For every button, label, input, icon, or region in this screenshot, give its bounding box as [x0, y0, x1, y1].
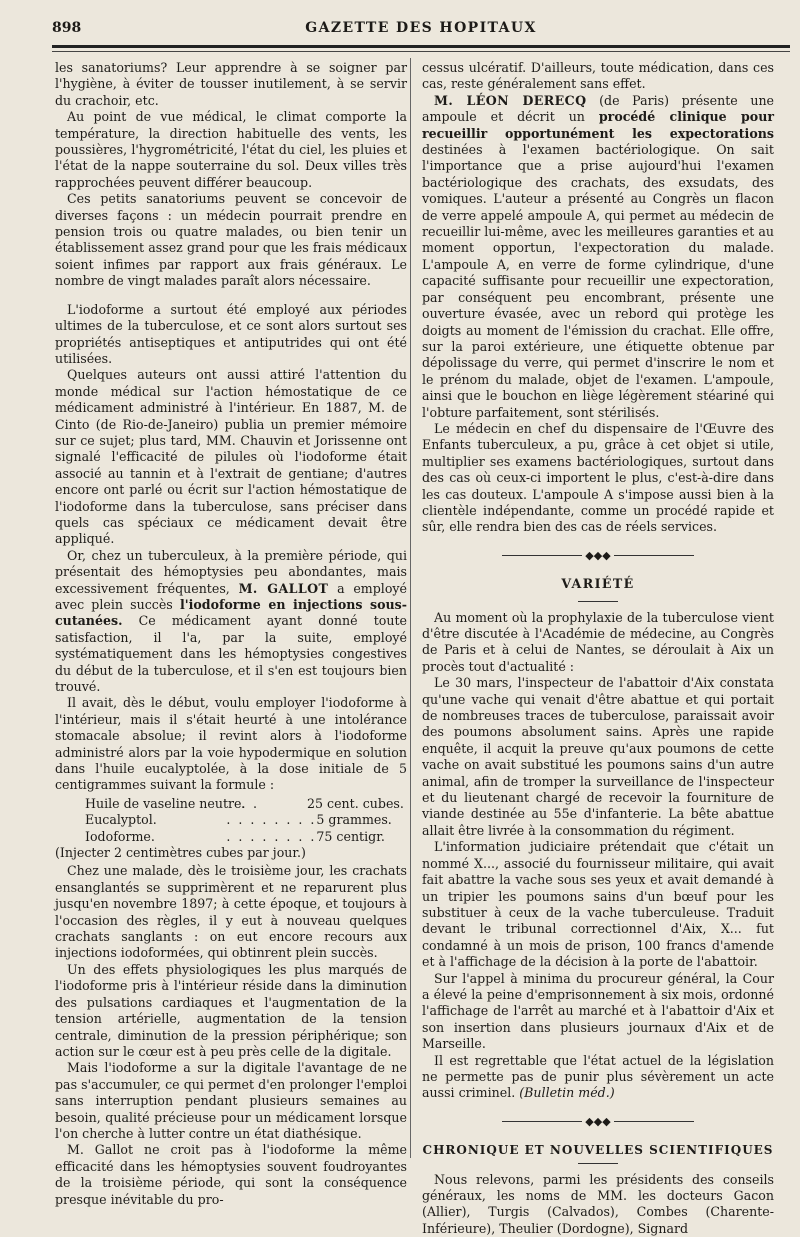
- paragraph: Chez une malade, dès le troisième jour, les crachats ensanglantés se supprimèrent et ne reparurent plus jusqu'en novembre 1897; à cette époque, et toujours à l'occasion des règles, il y eut à nouveau quelques crachats sanglants : on eut encore recours aux injections iodoformées, qui obtinrent plein succès.: [55, 863, 407, 961]
- ornament-divider: [422, 548, 774, 564]
- section-rule: [578, 601, 618, 602]
- divider-line: [502, 555, 582, 556]
- paragraph-gallot: [55, 548, 407, 696]
- formula-note: (Injecter 2 centimètres cubes par jour.): [55, 845, 306, 861]
- text-run: (de Paris) présente une ampoule et décrit un: [422, 92, 775, 125]
- paragraph: [422, 1053, 774, 1102]
- formula-quantity: 75 centigr.: [316, 828, 385, 844]
- author-name: M. GALLOT: [238, 580, 329, 596]
- text-run: destinées à l'examen bactériologique. On sait l'importance que a prise aujourd'hui l'examen bactériologique des crachats, des exsudats, des vomiques. L'auteur a présenté au Congrès un flacon de verre appelé ampoule A, qui permet au médecin de recueillir lui-même, avec les meilleures garanties et au moment opportun, l'expectoration du malade. L'ampoule A, en verre de forme cylindrique, d'une capacité suffisante pour recueillir une expectoration, par conséquent peu encombrant, présente une ouverture évasée, avec un rebord qui protège les doigts au moment de l'émission du crachat. Elle offre, sur la paroi extérieure, une étiquette obtenue par dépolissage du verre, qui permet d'inscrire le nom et le prénom du malade, objet de l'examen. L'ampoule, ainsi que le bouchon en liège légèrement stéariné qui l'obture parfaitement, sont stérilisés.: [422, 142, 774, 420]
- paragraph: Sur l'appel à minima du procureur général, la Cour a élevé la peine d'emprisonnement à six mois, ordonné l'affichage de l'arrêt au marché et à l'abattoir d'Aix et son insertion dans plusieurs journaux d'Aix et de Marseille.: [422, 970, 774, 1052]
- formula-block: [55, 796, 407, 862]
- paragraph: Mais l'iodoforme a sur la digitale l'avantage de ne pas s'accumuler, ce qui permet d'en prolonger l'emploi sans interruption pendant plusieurs semaines au besoin, qualité précieuse pour un médicament lorsque l'on cherche à lutter contre un état diathésique.: [55, 1060, 407, 1141]
- formula-quantity: 25 cent. cubes.: [307, 795, 404, 811]
- divider-line: [614, 1121, 694, 1122]
- paragraph: Il avait, dès le début, voulu employer l'iodoforme à l'intérieur, mais il s'était heurté à une intolérance stomacale absolue; il revint alors à l'iodoforme administré alors par la voie hypodermique en solution dans l'huile eucalyptolée, à la dose initiale de 5 centigrammes suivant la formule :: [55, 695, 407, 793]
- formula-leader: . . . . . . . .: [226, 828, 317, 844]
- formula-quantity: 5 grammes.: [316, 812, 392, 828]
- section-title: VARIÉTÉ: [561, 576, 635, 592]
- journal-title: GAZETTE DES HOPITAUX: [305, 20, 537, 36]
- paragraph: L'information judiciaire prétendait que c'était un nommé X..., associé du fournisseur militaire, qui avait fait abattre la vache sous ses yeux et avait demandé à un tripier les poumons sains d'un bœuf pour les substituer à ceux de la vache tuberculeuse. Traduit devant le tribunal correctionnel d'Aix, X... fut condamné à un mois de prison, 100 francs d'amende et à l'affichage de la décision à la porte de l'abattoir.: [422, 839, 774, 970]
- formula-ingredient: Huile de vaseline neutre.: [85, 795, 246, 811]
- source-citation: (Bulletin méd.): [519, 1085, 615, 1101]
- paragraph-derecq: [422, 93, 774, 421]
- ornament-divider: [422, 1114, 774, 1130]
- section-rule: [578, 1163, 618, 1164]
- paragraph: Ces petits sanatoriums peuvent se concevoir de diverses façons : un médecin pourrait prendre en pension trois ou quatre malades, ou bien tenir un établissement assez grand pour que les frais médicaux soient infimes par rapport aux frais généraux. Le nombre de vingt malades paraît alors nécessaire.: [55, 191, 407, 289]
- author-name: M. LÉON DERECQ: [434, 92, 587, 108]
- paragraph: cessus ulcératif. D'ailleurs, toute médication, dans ces cas, reste généralement sans effet.: [422, 60, 774, 92]
- formula-row: [55, 796, 407, 812]
- header-rule: [52, 45, 790, 48]
- formula-ingredient: Eucalyptol.: [85, 812, 157, 828]
- emphasis-text: l'iodoforme en injections sous-cutanées.: [55, 597, 407, 629]
- section-title: CHRONIQUE ET NOUVELLES SCIENTIFIQUES: [422, 1143, 774, 1158]
- formula-row: [55, 812, 407, 828]
- paragraph: Nous relevons, parmi les présidents des conseils généraux, les noms de MM. les docteurs Gacon (Allier), Turgis (Calvados), Combes (Charente-Inférieure), Theulier (Dordogne), Signard: [422, 1171, 774, 1236]
- paragraph: Un des effets physiologiques les plus marqués de l'iodoforme pris à l'intérieur réside dans la diminution des pulsations cardiaques et l'augmentation de la tension artérielle, augmentation de la tension centrale, diminution de la pression périphérique; son action sur le cœur est à peu près celle de la digitale.: [55, 961, 407, 1059]
- text-run: Il est regrettable que l'état actuel de la législation ne permette pas de punir plus sévèrement un acte aussi criminel.: [422, 1052, 774, 1101]
- emphasis-text: procédé clinique pour recueillir opportunément les expectorations: [422, 109, 775, 141]
- header-rule-thin: [52, 51, 790, 52]
- formula-leader: . . . . . . . .: [226, 812, 317, 828]
- ornament-glyph: ◆◆◆: [585, 548, 611, 562]
- text-run: Or, chez un tuberculeux, à la première période, qui présentait des hémoptysies peu abondantes, mais excessivement fréquentes,: [55, 547, 407, 596]
- paragraph: Au moment où la prophylaxie de la tuberculose vient d'être discutée à l'Académie de médecine, au Congrès de Paris et à celui de Nantes, se déroulait à Aix un procès tout d'actualité :: [422, 609, 774, 674]
- page-number: 898: [52, 20, 82, 36]
- text-run: Ce médicament ayant donné toute satisfaction, il l'a, par la suite, employé systématiquement dans les hémoptysies congestives du début de la tuberculose, et il s'en est toujours bien trouvé.: [55, 613, 407, 695]
- paragraph: Le 30 mars, l'inspecteur de l'abattoir d'Aix constata qu'une vache qui venait d'être abattue et qui portait de nombreuses traces de tuberculose, paraissait avoir des poumons absolument sains. Après une rapide enquête, il acquit la preuve qu'aux poumons de cette vache on avait substitué les poumons sains d'un autre animal, afin de tromper la surveillance de l'inspecteur et du lieutenant chargé de recevoir la fourniture de viande destinée au 55e d'infanterie. La bête abattue allait être livrée à la consommation du régiment.: [422, 675, 774, 838]
- paragraph: L'iodoforme a surtout été employé aux périodes ultimes de la tuberculose, et ce sont alors surtout ses propriétés antiseptiques et antiputrides qui ont été utilisées.: [55, 301, 407, 366]
- left-column: [55, 60, 407, 1208]
- paragraph: Quelques auteurs ont aussi attiré l'attention du monde médical sur l'action hémostatique de ce médicament administré à l'intérieur. En 1887, M. de Cinto (de Rio-de-Janeiro) publia un premier mémoire sur ce sujet; plus tard, MM. Chauvin et Jorissenne ont signalé l'efficacité de pilules où l'iodoforme était associé au tannin et à l'extrait de gentiane; d'autres encore ont parlé ou écrit sur l'action hémostatique de l'iodoforme dans la tuberculose, sans préciser dans quels cas spéciaux ce médicament devait être appliqué.: [55, 367, 407, 547]
- formula-leader: . .: [241, 795, 260, 811]
- paragraph: Au point de vue médical, le climat comporte la température, la direction habituelle des vents, les poussières, l'hygrométricité, l'état du ciel, les pluies et l'état de la nappe souterraine du sol. Deux villes très rapprochées peuvent différer beaucoup.: [55, 109, 407, 190]
- ornament-glyph: ◆◆◆: [585, 1114, 611, 1128]
- formula-ingredient: Iodoforme.: [85, 828, 155, 844]
- paragraph: M. Gallot ne croit pas à l'iodoforme la même efficacité dans les hémoptysies souvent foudroyantes de la troisième période, qui sont la conséquence presque inévitable du pro-: [55, 1142, 407, 1207]
- column-separator: [410, 58, 411, 1158]
- formula-row: [55, 829, 407, 845]
- divider-line: [614, 555, 694, 556]
- paragraph: Le médecin en chef du dispensaire de l'Œuvre des Enfants tuberculeux, a pu, grâce à cet objet si utile, multiplier ses examens bactériologiques, surtout dans des cas où ceux-ci importent le plus, c'est-à-dire dans les cas douteux. L'ampoule A s'impose aussi bien à la clientèle indépendante, comme un procédé rapide et sûr, elle rendra bien des cas de réels services.: [422, 420, 774, 535]
- page-header: [52, 20, 790, 44]
- right-column: [422, 60, 774, 1237]
- divider-line: [502, 1121, 582, 1122]
- paragraph: les sanatoriums? Leur apprendre à se soigner par l'hygiène, à éviter de tousser inutilement, à se servir du crachoir, etc.: [55, 60, 407, 108]
- text-run: a employé avec plein succès: [55, 580, 407, 612]
